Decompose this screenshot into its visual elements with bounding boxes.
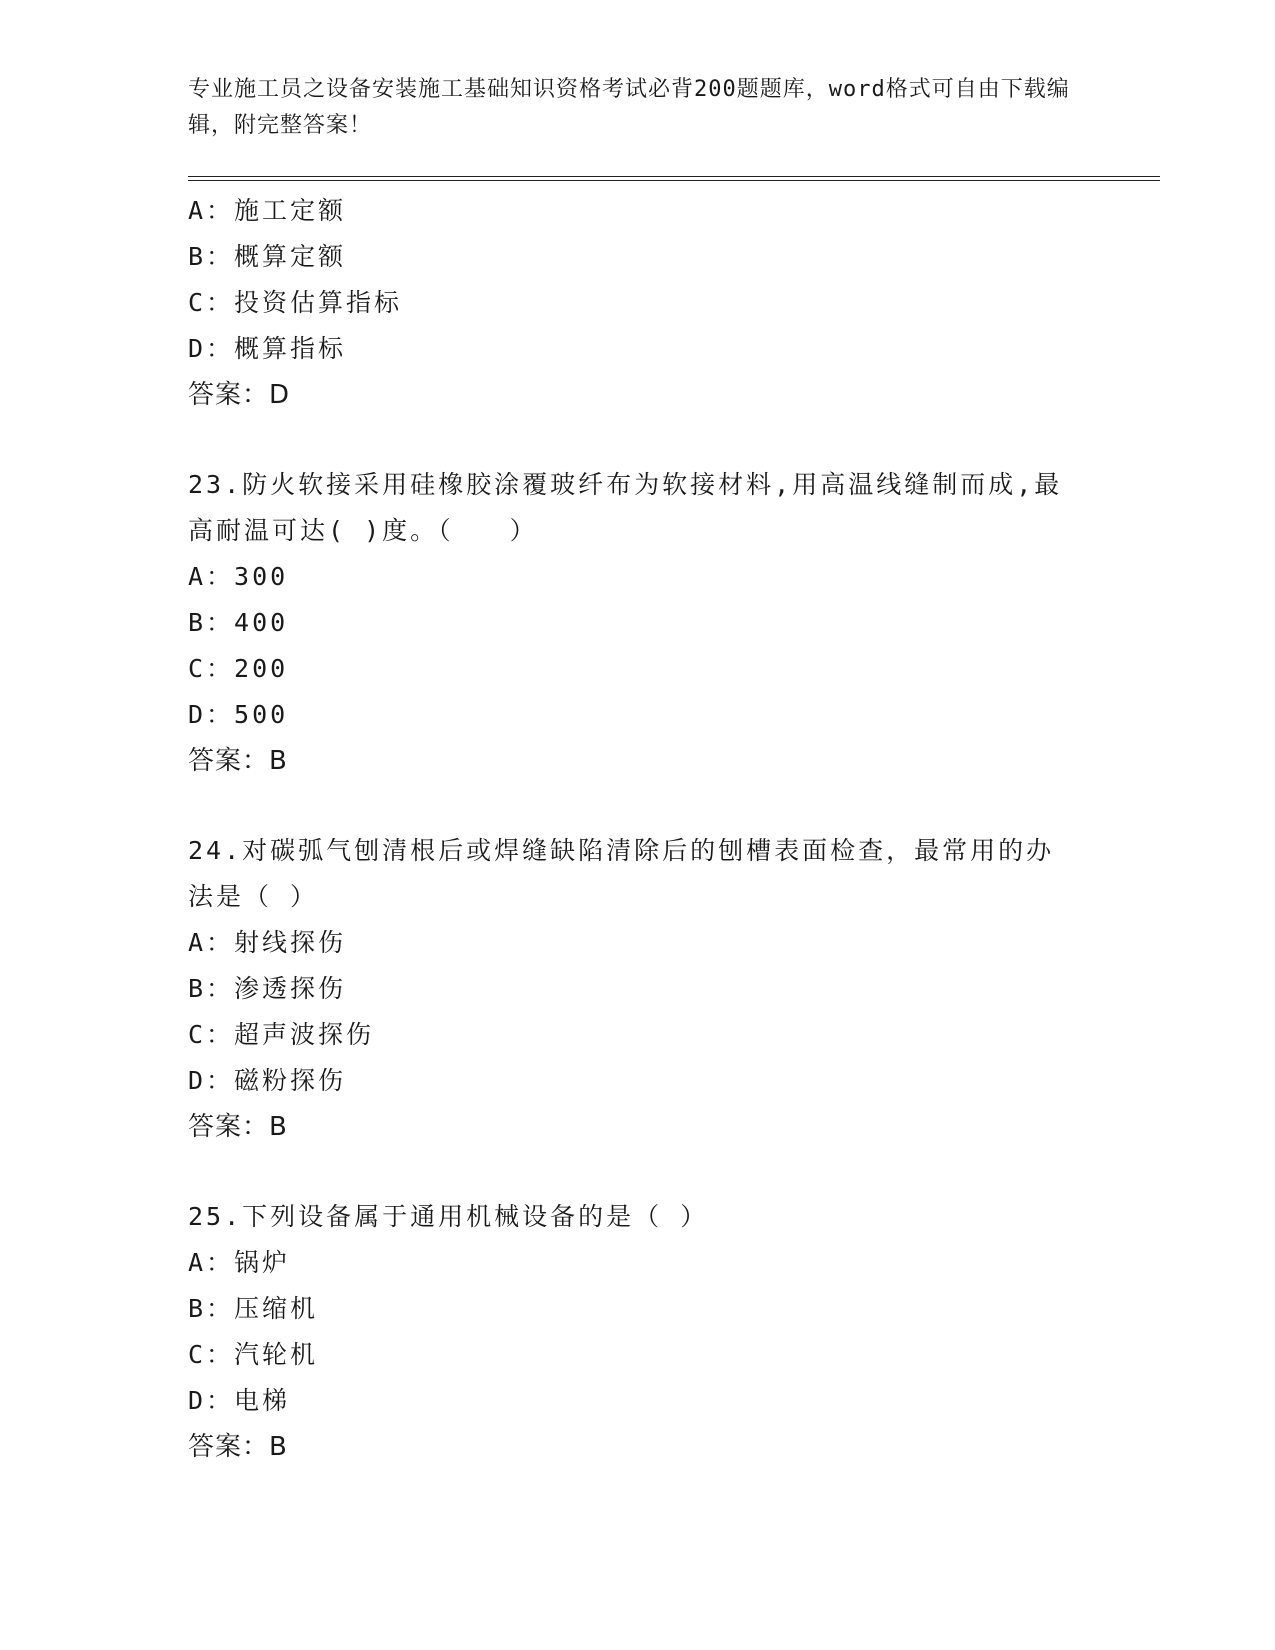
option-b: B：400	[188, 608, 289, 637]
option-d: D：磁粉探伤	[188, 1066, 347, 1095]
option-c: C：汽轮机	[188, 1340, 319, 1369]
spacer	[188, 1150, 1088, 1194]
question-text: 25.下列设备属于通用机械设备的是（ ）	[188, 1202, 709, 1231]
option-a: A：300	[188, 562, 289, 591]
answer-label: 答案：B	[188, 1432, 288, 1462]
option-b: B：压缩机	[188, 1294, 319, 1323]
option-d: D：概算指标	[188, 334, 347, 363]
question-block-25	[188, 1194, 1088, 1470]
answer-label: 答案：B	[188, 1112, 288, 1142]
question-text: 24.对碳弧气刨清根后或焊缝缺陷清除后的刨槽表面检查，最常用的办法是（ ）	[188, 836, 1055, 911]
option-d: D：电梯	[188, 1386, 291, 1415]
document-title: 专业施工员之设备安装施工基础知识资格考试必背200题题库，word格式可自由下载编辑，附完整答案！	[188, 77, 1070, 138]
option-c: C：投资估算指标	[188, 288, 403, 317]
question-block-23	[188, 462, 1088, 784]
option-a: A：射线探伤	[188, 928, 347, 957]
spacer	[188, 418, 1088, 462]
option-a: A：锅炉	[188, 1248, 291, 1277]
option-b: B：概算定额	[188, 242, 347, 271]
question-block-24	[188, 828, 1088, 1150]
option-c: C：200	[188, 654, 289, 683]
question-block-22	[188, 188, 1088, 418]
answer-label: 答案：B	[188, 746, 288, 776]
spacer	[188, 784, 1088, 828]
question-list	[188, 188, 1088, 1470]
option-a: A：施工定额	[188, 196, 347, 225]
option-d: D：500	[188, 700, 289, 729]
option-b: B：渗透探伤	[188, 974, 347, 1003]
header-divider	[188, 176, 1160, 181]
question-text: 23.防火软接采用硅橡胶涂覆玻纤布为软接材料,用高温线缝制而成,最高耐温可达( )度。（ ）	[188, 470, 1063, 545]
answer-label: 答案：D	[188, 380, 291, 410]
option-c: C：超声波探伤	[188, 1020, 375, 1049]
